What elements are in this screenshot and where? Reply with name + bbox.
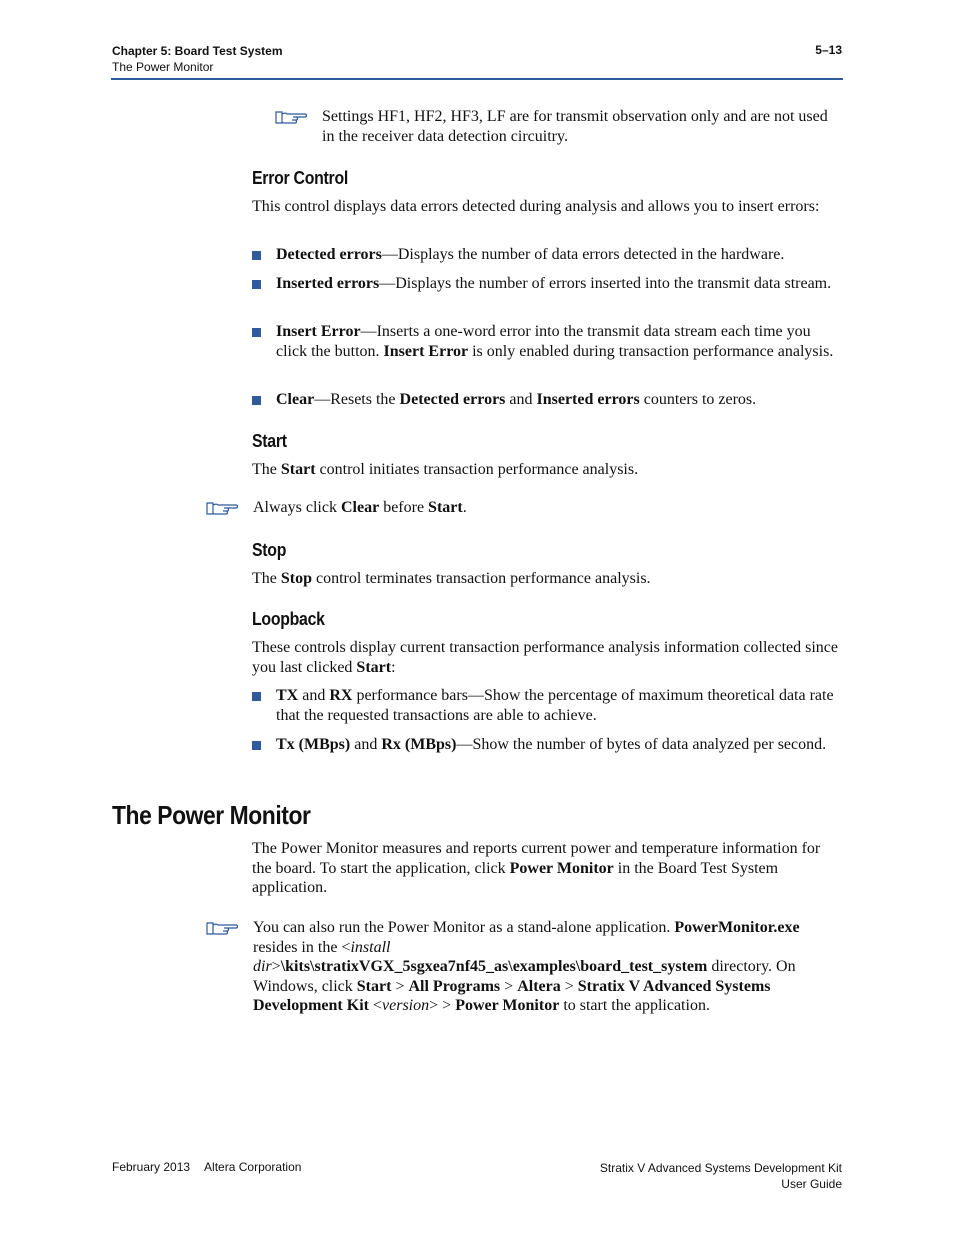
- text: control terminates transaction performance analysis.: [312, 570, 651, 587]
- start-description: [252, 460, 842, 480]
- heading-error-control: Error Control: [252, 168, 349, 188]
- text: and: [298, 687, 330, 704]
- term: Inserted errors: [276, 275, 380, 292]
- loopback-intro: [252, 638, 842, 677]
- text: <: [372, 997, 383, 1014]
- list-item: [252, 735, 842, 755]
- heading-power-monitor: The Power Monitor: [112, 800, 311, 830]
- term: Rx (MBps): [381, 736, 457, 753]
- chapter-title: Chapter 5: Board Test System: [112, 44, 283, 58]
- term: Insert Error: [383, 342, 469, 360]
- description: —Show the number of bytes of data analyzed per second.: [456, 736, 827, 753]
- page-footer: [112, 1160, 301, 1174]
- bullet-marker: [252, 328, 261, 337]
- section-title: The Power Monitor: [112, 60, 214, 74]
- text: <: [341, 938, 351, 956]
- text: >: [500, 977, 518, 995]
- list-item: [252, 390, 842, 410]
- text: before: [379, 499, 429, 516]
- footer-doc-type: User Guide: [781, 1177, 842, 1191]
- text: The: [252, 461, 281, 478]
- bullet-marker: [252, 396, 261, 405]
- term: Start: [356, 658, 392, 676]
- term: Start: [428, 499, 463, 516]
- term: Start: [280, 461, 316, 478]
- page-number: 5–13: [815, 43, 842, 57]
- pointing-hand-icon: [206, 500, 240, 516]
- description: counters to zeros.: [639, 391, 757, 408]
- text: :: [391, 658, 396, 676]
- pointing-hand-icon: [275, 109, 309, 125]
- footer-company: Altera Corporation: [204, 1160, 302, 1174]
- text: >: [391, 977, 409, 995]
- description: —Resets the: [314, 391, 400, 408]
- power-monitor-intro: [252, 839, 842, 898]
- description: —Displays the number of data errors detected in the hardware.: [381, 246, 785, 263]
- pointing-hand-icon: [206, 920, 240, 936]
- text: >: [560, 977, 578, 995]
- list-item: [252, 274, 842, 294]
- text: The: [252, 570, 281, 587]
- description: —Inserts a one-word error into the transmit data stream each time you click the button.: [276, 323, 811, 360]
- placeholder-term: version: [382, 997, 430, 1014]
- note-text: [253, 918, 843, 1016]
- text: .: [462, 499, 467, 516]
- note-text: [253, 498, 813, 518]
- footer-doc-title: Stratix V Advanced Systems Development Kit: [599, 1161, 842, 1175]
- bullet-marker: [252, 251, 261, 260]
- term: TX: [276, 687, 299, 704]
- page-header: [112, 43, 283, 75]
- footer-doc-info: [600, 1160, 842, 1192]
- text: >: [438, 997, 456, 1014]
- term: Stop: [280, 570, 312, 587]
- header-rule: [111, 78, 843, 80]
- text: to start the application.: [559, 997, 710, 1014]
- heading-stop: Stop: [252, 540, 287, 560]
- note-text: Settings HF1, HF2, HF3, LF are for transmit observation only and are not used in the receiver data detection circuitry.: [322, 108, 828, 145]
- list-item: [252, 322, 842, 361]
- term: Altera: [517, 977, 561, 995]
- term: Detected errors: [399, 391, 506, 408]
- term: Power Monitor: [455, 997, 560, 1014]
- text: These controls display current transaction performance analysis information collected since you last clicked: [252, 639, 839, 676]
- placeholder-term: install dir: [253, 938, 391, 975]
- term: Insert Error: [276, 323, 361, 340]
- list-item: [252, 686, 842, 725]
- text: >: [429, 997, 439, 1014]
- footer-date: February 2013: [112, 1160, 191, 1174]
- text: The Power Monitor measures and reports current power and temperature information for the board. To start the application, click: [252, 840, 821, 877]
- stop-description: [252, 569, 842, 589]
- term: RX: [329, 687, 353, 704]
- path: \kits\stratixVGX_5sgxea7nf45_as\examples\board_test_system: [280, 958, 708, 975]
- bullet-marker: [252, 692, 261, 701]
- term: Tx (MBps): [276, 736, 351, 753]
- text: resides in the: [253, 938, 342, 956]
- bullet-marker: [252, 280, 261, 289]
- term: Start: [356, 977, 392, 995]
- heading-loopback: Loopback: [252, 609, 325, 629]
- text: >: [271, 958, 281, 975]
- description: performance bars—Show the percentage of maximum theoretical data rate that the requested transactions are able to achieve.: [276, 687, 834, 724]
- heading-start: Start: [252, 431, 287, 451]
- text: directory. On Windows, click: [253, 958, 796, 995]
- bullet-marker: [252, 741, 261, 750]
- term: Power Monitor: [509, 859, 614, 877]
- term: Stratix V Advanced Systems Development Kit: [253, 977, 771, 1014]
- description: is only enabled during transaction performance analysis.: [468, 342, 834, 360]
- text: in the Board Test System application.: [252, 859, 779, 896]
- text: and: [350, 736, 382, 753]
- description: —Displays the number of errors inserted into the transmit data stream.: [379, 275, 832, 292]
- text: control initiates transaction performance analysis.: [315, 461, 639, 478]
- term: PowerMonitor.exe: [674, 919, 800, 936]
- term: Inserted errors: [536, 391, 640, 408]
- term: Clear: [340, 499, 380, 516]
- text: Always click: [253, 499, 341, 516]
- term: Detected errors: [276, 246, 382, 263]
- list-item: [252, 245, 842, 265]
- term: Clear: [276, 391, 315, 408]
- text: You can also run the Power Monitor as a stand-alone application.: [253, 919, 675, 936]
- description: and: [505, 391, 537, 408]
- error-control-intro: This control displays data errors detected during analysis and allows you to insert errors:: [252, 198, 820, 215]
- term: All Programs: [408, 977, 501, 995]
